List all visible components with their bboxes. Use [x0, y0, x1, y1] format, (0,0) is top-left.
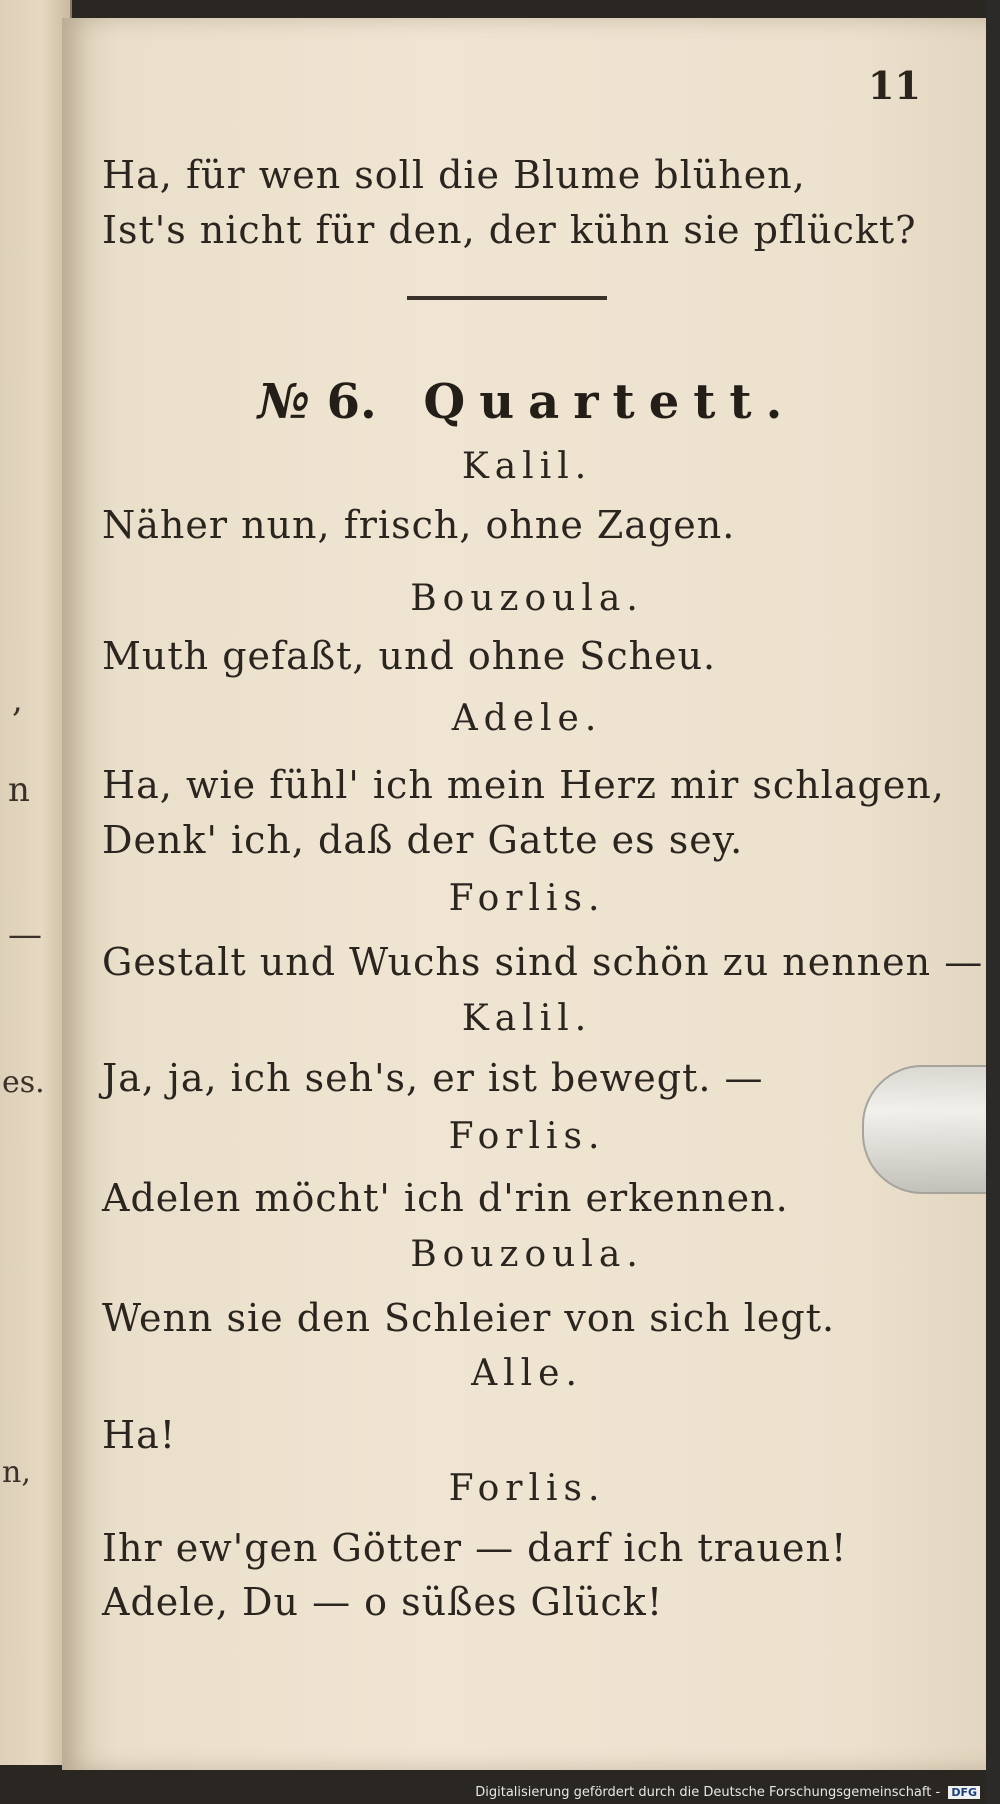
dialogue-line: Näher nun, frisch, ohne Zagen.	[102, 503, 736, 547]
dialogue-line: Ja, ja, ich seh's, er ist bewegt. —	[102, 1056, 764, 1100]
section-number: 6.	[326, 374, 377, 430]
speaker-name: Forlis.	[448, 878, 606, 919]
speaker-name: Kalil.	[461, 446, 593, 487]
left-page-fragment: ,	[12, 680, 23, 720]
digitization-credit	[475, 1785, 980, 1800]
scan-edge	[986, 0, 1000, 1804]
section-title: Quartett.	[423, 374, 797, 430]
dialogue-line: Denk' ich, daß der Gatte es sey.	[102, 818, 744, 862]
dialogue-line: Adele, Du — o süßes Glück!	[102, 1580, 664, 1624]
left-page-fragment: es.	[2, 1065, 45, 1100]
dfg-logo: DFG	[948, 1786, 980, 1799]
left-page-fragment: —	[8, 915, 42, 955]
dialogue-line: Ha!	[102, 1413, 177, 1457]
dialogue-line: Adelen möcht' ich d'rin erkennen.	[102, 1176, 789, 1220]
section-heading	[62, 374, 992, 430]
left-page-fragment: n,	[2, 1455, 31, 1490]
speaker-name: Forlis.	[448, 1116, 606, 1157]
speaker-name: Bouzoula.	[410, 578, 644, 619]
speaker-name: Alle.	[471, 1353, 583, 1394]
page-number: 11	[868, 63, 921, 108]
credit-text: Digitalisierung gefördert durch die Deutsche Forschungsgemeinschaft -	[475, 1785, 941, 1800]
speaker-name: Bouzoula.	[410, 1234, 644, 1275]
book-page	[62, 18, 992, 1770]
dialogue-line: Muth gefaßt, und ohne Scheu.	[102, 634, 717, 678]
speaker-name: Adele.	[451, 698, 603, 739]
dialogue-line: Wenn sie den Schleier von sich legt.	[102, 1296, 836, 1340]
dialogue-line: Gestalt und Wuchs sind schön zu nennen —	[102, 940, 984, 984]
verse-line: Ha, für wen soll die Blume blühen,	[102, 153, 806, 197]
left-page-fragment: n	[8, 770, 30, 810]
section-divider	[407, 296, 607, 300]
dialogue-line: Ihr ew'gen Götter — darf ich trauen!	[102, 1526, 848, 1570]
page-clip	[862, 1065, 1000, 1194]
speaker-name: Forlis.	[448, 1468, 606, 1509]
verse-line: Ist's nicht für den, der kühn sie pflückt?	[102, 208, 917, 252]
dialogue-line: Ha, wie fühl' ich mein Herz mir schlagen,	[102, 763, 945, 807]
speaker-name: Kalil.	[461, 998, 593, 1039]
number-sign: №	[257, 374, 310, 430]
